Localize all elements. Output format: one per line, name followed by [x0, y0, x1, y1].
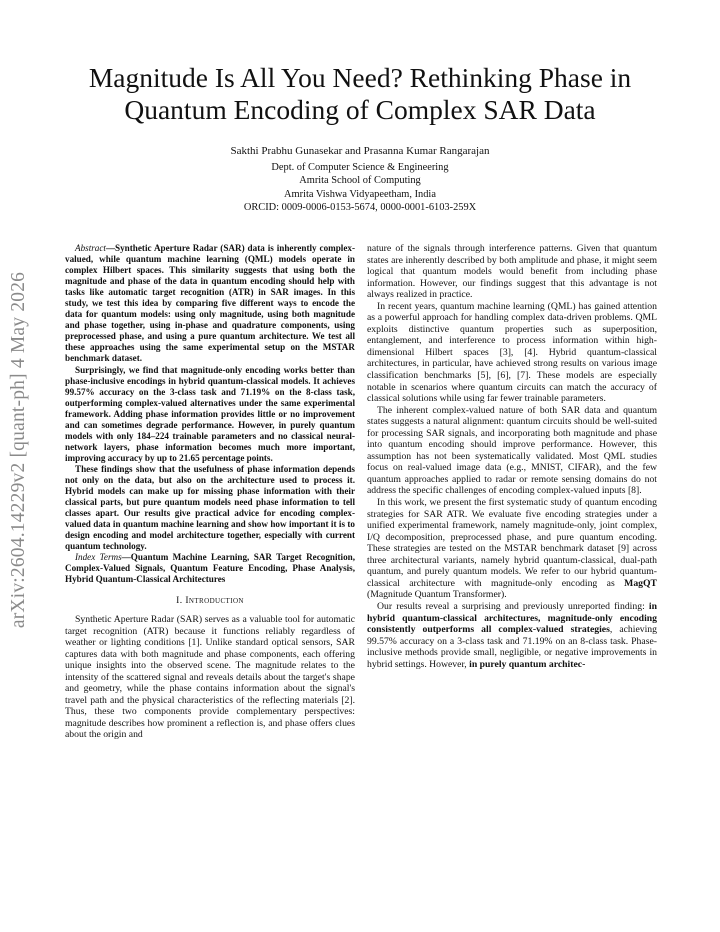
intro-paragraph-4: [367, 497, 657, 601]
index-terms-text: —Quantum Machine Learning, SAR Target Recognition, Complex-Valued Signals, Quantum Feature Encoding, Phase Analysis, Hybrid Quantum-Classical Architectures: [65, 552, 355, 585]
intro-paragraph-continued: nature of the signals through interference patterns. Given that quantum states are inherently described by both amplitude and phase, it might seem logical that quantum models would benefit from including phase information. However, our findings suggest that this advantage is not always realized in practice.: [367, 243, 657, 301]
author-department: Dept. of Computer Science & Engineering: [271, 161, 449, 173]
intro-p4-text-a: In this work, we present the first systematic study of quantum encoding strategies for SAR ATR. We evaluate five encoding strategies under a unified experimental framework, namely magnitude-only, joint complex, I/Q decomposition, preprocessed phase, and pure quantum encoding. These strategies are tested on the MSTAR benchmark dataset [9] across three architectural variants, namely hybrid quantum-classical, dual-path quantum, and purely quantum models. We refer to our hybrid quantum-classical architecture with magnitude-only encoding as: [367, 497, 657, 589]
paper-title: Magnitude Is All You Need? Rethinking Phase in Quantum Encoding of Complex SAR Data: [88, 62, 632, 125]
intro-paragraph-5: [367, 601, 657, 670]
arxiv-identifier-text: arXiv:2604.14229v2 [quant-ph] 4 May 2026: [8, 271, 29, 629]
author-names: Sakthi Prabhu Gunasekar and Prasanna Kumar Rangarajan: [230, 145, 490, 157]
abstract: [65, 243, 355, 585]
intro-p5-bold-2: in purely quantum architec-: [469, 658, 586, 670]
section-heading-introduction: I. Introduction: [176, 595, 244, 607]
intro-p5-bold-1: in hybrid quantum-classical architectures, magnitude-only encoding consistently outperforms all complex-valued strategies: [367, 600, 657, 636]
magqt-term: MagQT: [624, 577, 657, 589]
right-column: [367, 243, 657, 670]
intro-paragraph-2: In recent years, quantum machine learning (QML) has gained attention as a powerful approach for handling complex data-driven problems. QML exploits distinctive quantum properties such as superposition, entanglement, and interference to process information within high-dimensional Hilbert spaces [3], [4]. Hybrid quantum-classical architectures, in particular, have achieved strong results on various image classification benchmarks [5], [6], [7]. These models are especially notable in scenarios where quantum circuits can match the accuracy of classical solutions while using far fewer trainable parameters.: [367, 300, 657, 405]
left-column: [65, 243, 355, 741]
index-terms-lead: Index Terms: [75, 552, 122, 563]
intro-p5-text-a: Our results reveal a surprising and previously unreported finding:: [377, 600, 649, 612]
author-school: Amrita School of Computing: [299, 175, 421, 187]
abstract-paragraph-1: [65, 243, 355, 365]
author-orcid: ORCID: 0009-0006-0153-5674, 0000-0001-6103-259X: [243, 202, 477, 214]
index-terms: [65, 552, 355, 585]
author-block: [100, 145, 620, 215]
abstract-paragraph-3: These findings show that the usefulness of phase information depends not only on the data, but also on the architecture used to process it. Hybrid models can make up for missing phase information with their classical parts, but pure quantum models need phase information to tell classes apart. Our results give practical advice for encoding complex-valued data in quantum machine learning and show how important it is to design encoding and model architecture together, especially with current quantum technology.: [65, 463, 355, 552]
intro-paragraph-3: The inherent complex-valued nature of both SAR data and quantum states suggests a natural alignment: quantum circuits should be well-suited for processing SAR signals, and incorporating both magnitude and phase into quantum encoding should improve performance. However, this assumption has not been systematically validated. Most QML studies focus on real-valued image data (e.g., MNIST, CIFAR), and the few quantum approaches applied to radar or remote sensing domains do not address the specific challenges of encoding complex-valued inputs [8].: [367, 404, 657, 497]
intro-p4-text-b: (Magnitude Quantum Transformer).: [367, 589, 507, 601]
intro-paragraph-1: Synthetic Aperture Radar (SAR) serves as a valuable tool for automatic target recognition (ATR) because it functions reliably regardless of weather or lighting conditions [1]. Unlike standard optical sensors, SAR captures data with both magnitude and phase components, each offering unique insights into the observed scene. The magnitude relates to the intensity of the scattered signal and reveals details about the target's shape and geometry, while the phase contains information about the signal's travel path and the physical characteristics of the reflecting materials [2]. Thus, these two components provide complementary perspectives: magnitude describes how prominent a reflection is, and phase offers clues about the origin and: [65, 614, 355, 741]
author-university: Amrita Vishwa Vidyapeetham, India: [284, 188, 436, 200]
arxiv-identifier-stamp: [2, 250, 36, 650]
intro-p5-text-b: , achieving 99.57% accuracy on a 3-class task and 71.19% on an 8-class task. Phase-inclusive methods provide small, negligible, or negative improvements in hybrid settings. However,: [367, 624, 657, 670]
abstract-text-1: —Synthetic Aperture Radar (SAR) data is inherently complex-valued, while quantum machine learning (QML) models operate in complex Hilbert spaces. This similarity suggests that using both the magnitude and phase of the data in quantum encoding should help with tasks like automatic target recognition (ATR) in SAR images. In this study, we test this idea by comparing five different ways to encode the data for quantum models: using only magnitude, using both magnitude and phase together, using in-phase and quadrature components, using preprocessed phase, and using a pure quantum architecture. We test all these approaches using the same experimental setup on the MSTAR benchmark dataset.: [65, 243, 355, 364]
abstract-paragraph-2: Surprisingly, we find that magnitude-only encoding works better than phase-inclusive encodings in hybrid quantum-classical models. It achieves 99.57% accuracy on the 3-class task and 71.19% on the 8-class task, outperforming complex-valued alternatives under the same experimental framework. Adding phase information provides little or no improvement and can sometimes degrade performance. However, in purely quantum models with only 184–224 trainable parameters and no classical neural-network layers, phase information becomes much more important, improving accuracy by up to 21.65 percentage points.: [65, 364, 355, 463]
abstract-lead: Abstract: [75, 243, 106, 253]
